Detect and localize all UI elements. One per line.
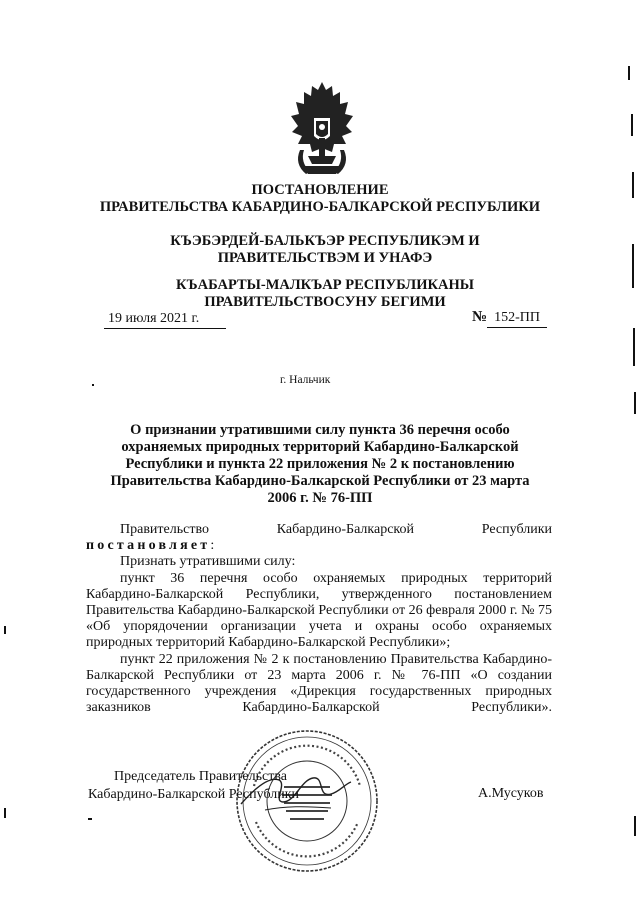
body-item-2: пункт 22 приложения № 2 к постановлению Правительства Кабардино-Балкарской Республики от 23 марта 2006 г. № 76-ПП «О создании государственного учреждения «Дирекция государственных природных заказников Кабардино-Балкарской Республики». bbox=[86, 651, 552, 716]
kabardian-heading: КЪЭБЭРДЕЙ-БАЛЬКЪЭР РЕСПУБЛИКЭМ И ПРАВИТЕЛЬСТВЭМ И УНАФЭ bbox=[170, 233, 480, 266]
scan-mark bbox=[634, 816, 636, 836]
scan-mark bbox=[632, 172, 634, 198]
scan-mark bbox=[4, 626, 6, 634]
document-title: О признании утратившими силу пункта 36 перечня особо охраняемых природных территорий Кабардино-Балкарской Республики и пункта 22 приложения № 2 к постановлению Правительства Кабардино-Балкарской Республики от 23 марта 2006 г. № 76-ПП bbox=[110, 422, 530, 506]
number-sign: № bbox=[472, 309, 488, 325]
city-label: г. Нальчик bbox=[280, 374, 331, 386]
body-recognize: Признать утратившими силу: bbox=[120, 554, 296, 570]
scan-mark bbox=[632, 244, 634, 288]
document-body bbox=[86, 522, 552, 716]
number-value: 152-ПП bbox=[487, 309, 547, 328]
scan-mark bbox=[633, 328, 635, 366]
scan-mark bbox=[88, 818, 92, 820]
signatory-name: А.Мусуков bbox=[478, 786, 544, 801]
coat-of-arms-emblem-icon bbox=[286, 78, 358, 180]
scan-mark bbox=[4, 808, 6, 818]
document-number bbox=[472, 308, 552, 328]
scan-mark bbox=[628, 66, 630, 80]
decree-colon: : bbox=[210, 538, 215, 554]
balkar-heading: КЪАБАРТЫ-МАЛКЪАР РЕСПУБЛИКАНЫ ПРАВИТЕЛЬСТВОСУНУ БЕГИМИ bbox=[176, 277, 474, 310]
decree-word: постановляет bbox=[86, 538, 211, 554]
issuer-heading: ПРАВИТЕЛЬСТВА КАБАРДИНО-БАЛКАРСКОЙ РЕСПУБЛИКИ bbox=[99, 199, 541, 215]
document-date: 19 июля 2021 г. bbox=[104, 310, 226, 329]
signature-position-line-2: Кабардино-Балкарской Республики bbox=[88, 787, 299, 802]
signature-position bbox=[88, 768, 299, 804]
document-type-heading: ПОСТАНОВЛЕНИЕ bbox=[251, 182, 389, 198]
body-item-1: пункт 36 перечня особо охраняемых природных территорий Кабардино-Балкарской Республики, утвержденного постановлением Правительства Кабардино-Балкарской Республики от 26 февраля 2000 г. № 75 «Об упорядочении организации учета и охраны особо охраняемых природных территорий Кабардино-Балкарской Республики»; bbox=[86, 570, 552, 651]
body-decree bbox=[86, 538, 552, 554]
scan-mark bbox=[634, 392, 636, 414]
signature-position-line-1: Председатель Правительства bbox=[114, 769, 287, 784]
body-intro: Правительство Кабардино-Балкарской Республики bbox=[120, 522, 552, 537]
scan-mark bbox=[92, 384, 94, 386]
scan-mark bbox=[631, 114, 633, 136]
